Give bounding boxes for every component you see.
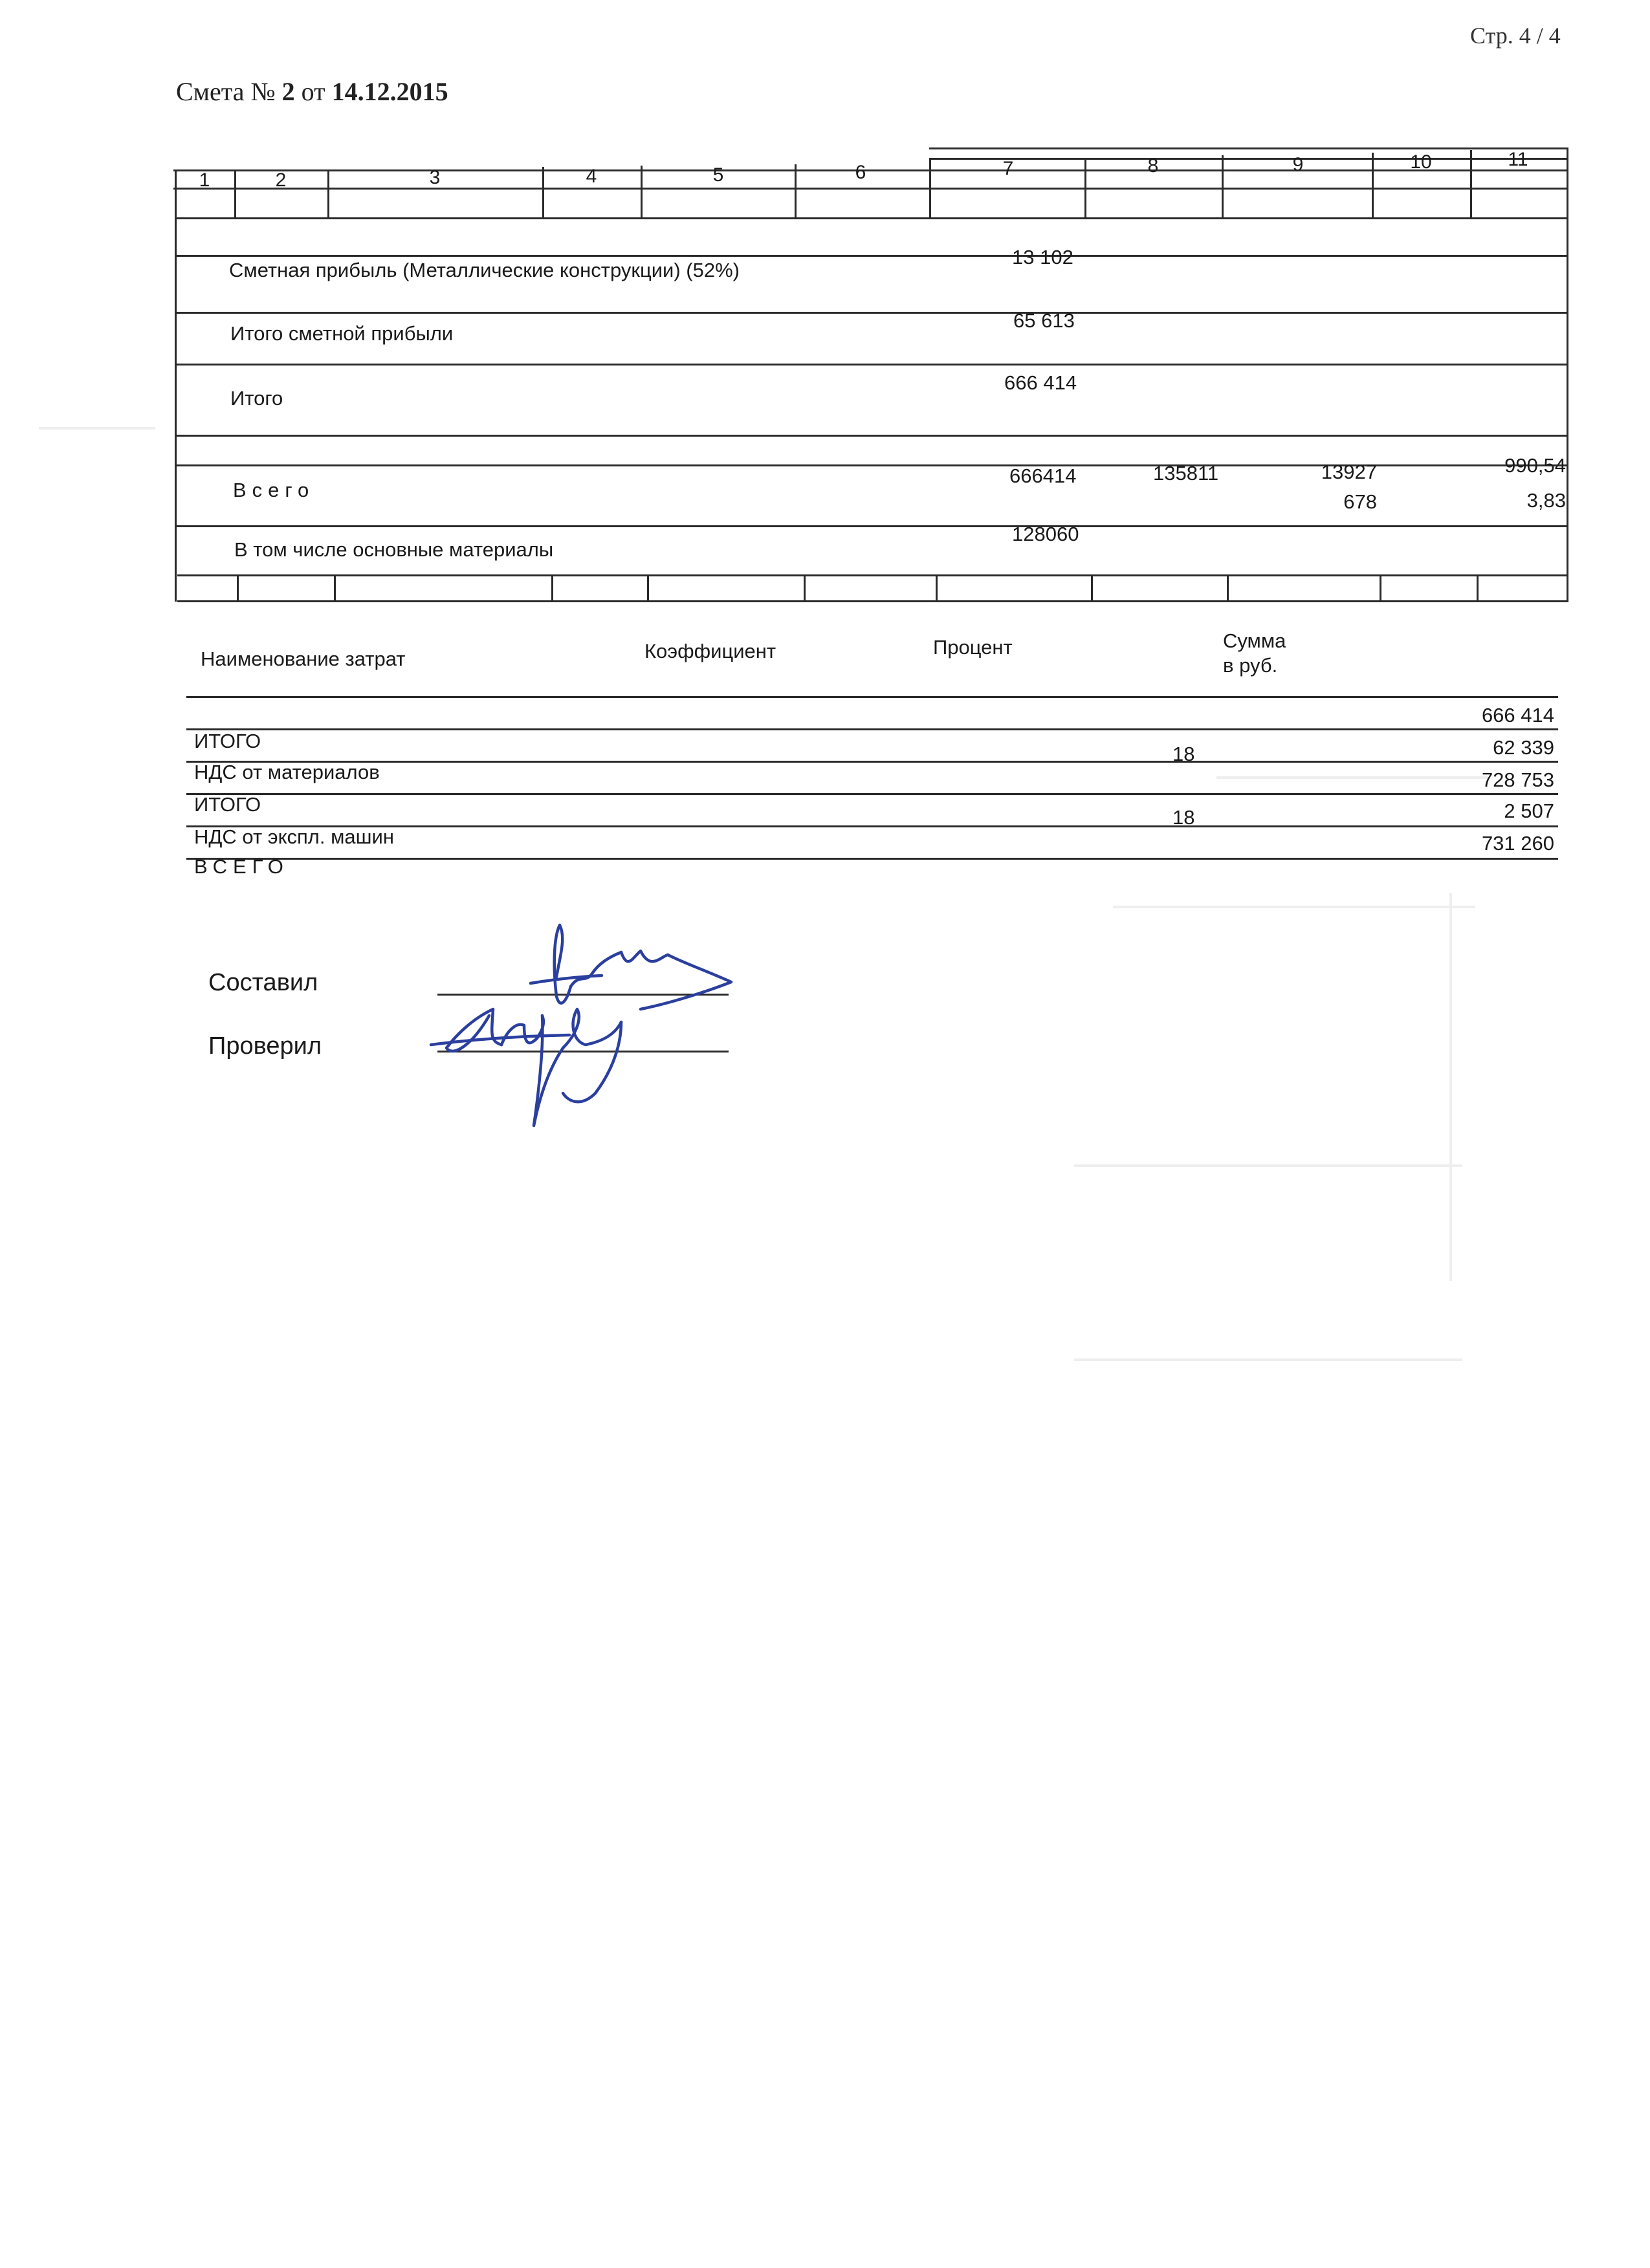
checked-by-label: Проверил	[208, 1032, 322, 1060]
summary-header-coefficient: Коэффициент	[644, 640, 776, 662]
bleed-through-block	[1113, 906, 1475, 908]
column-number: 2	[275, 169, 287, 191]
column-number: 10	[1410, 151, 1432, 173]
summary-label: НДС от экспл. машин	[194, 825, 394, 848]
summary-rule	[186, 858, 1558, 860]
estimate-date-prefix: от	[301, 77, 325, 106]
table-rule	[175, 217, 1567, 219]
summary-label: ИТОГО	[194, 730, 261, 752]
row-label-itogo: Итого	[230, 387, 283, 409]
column-number: 11	[1508, 149, 1528, 170]
compiled-by-label: Составил	[208, 969, 318, 996]
summary-amount: 731 260	[1481, 832, 1554, 855]
summary-amount: 2 507	[1504, 800, 1554, 822]
summary-header-percent: Процент	[933, 636, 1013, 659]
vsego-col9-top: 13927	[1321, 461, 1377, 483]
table-rule	[1227, 574, 1229, 602]
vsego-col8: 135811	[1153, 462, 1219, 485]
estimate-title	[176, 76, 448, 107]
vsego-col11-bottom: 3,83	[1526, 489, 1566, 512]
table-rule	[175, 255, 1567, 257]
summary-header-amount	[1223, 629, 1286, 678]
table-rule	[1222, 155, 1224, 219]
bleed-through-block	[39, 427, 155, 430]
estimate-number: 2	[281, 77, 295, 106]
column-number: 6	[855, 162, 866, 183]
column-number: 1	[199, 169, 210, 191]
vsego-col9-bottom: 678	[1343, 490, 1377, 513]
page-number: Стр. 4 / 4	[1470, 23, 1561, 49]
table-rule	[641, 166, 643, 219]
summary-amount: 62 339	[1493, 736, 1554, 759]
summary-percent: 18	[1172, 743, 1195, 765]
table-rule	[929, 159, 931, 219]
vsego-col11-top: 990,54	[1504, 454, 1566, 477]
table-rule	[1380, 574, 1381, 602]
summary-header-amount-line2: в руб.	[1223, 654, 1278, 677]
itogo-col7: 666 414	[1004, 371, 1077, 394]
table-rule	[542, 167, 544, 219]
table-rule	[176, 312, 1567, 314]
estimate-date: 14.12.2015	[331, 77, 448, 106]
table-rule	[176, 525, 1568, 527]
handwritten-signature	[427, 912, 764, 1145]
summary-rule	[186, 761, 1558, 763]
column-number: 5	[712, 164, 724, 186]
table-rule	[1477, 574, 1479, 602]
bleed-through-block	[1449, 893, 1452, 1281]
summary-label: НДС от материалов	[194, 761, 380, 783]
table-rule	[175, 169, 177, 602]
table-rule	[936, 574, 938, 602]
summary-amount: 666 414	[1481, 704, 1554, 726]
bleed-through-block	[1216, 776, 1488, 779]
summary-rule	[186, 696, 1558, 698]
summary-label: ИТОГО	[194, 793, 261, 816]
table-rule	[237, 574, 239, 602]
summary-rule	[186, 793, 1558, 795]
profit-total-col7: 65 613	[1013, 309, 1075, 332]
table-rule	[1470, 150, 1472, 219]
table-rule	[929, 147, 1568, 149]
row-label-profit-total: Итого сметной прибыли	[230, 322, 454, 345]
table-rule	[1084, 158, 1086, 219]
table-rule	[176, 435, 1567, 437]
summary-header-name: Наименование затрат	[201, 648, 406, 670]
summary-rule	[186, 728, 1558, 730]
column-number: 8	[1147, 155, 1159, 177]
table-rule	[551, 574, 553, 602]
row-label-vsego: Всего	[233, 479, 315, 501]
summary-percent: 18	[1172, 806, 1195, 829]
summary-label: ВСЕГО	[194, 855, 289, 878]
table-rule	[804, 574, 806, 602]
estimate-title-prefix: Смета №	[176, 77, 276, 106]
profit-metal-col7: 13 102	[1012, 246, 1073, 268]
column-number: 7	[1002, 158, 1014, 179]
table-rule	[177, 600, 1568, 602]
table-rule	[234, 169, 236, 219]
row-label-materials: В том числе основные материалы	[234, 538, 554, 561]
table-rule	[173, 188, 1568, 190]
table-rule	[647, 574, 649, 602]
table-rule	[334, 574, 336, 602]
table-rule	[177, 574, 1568, 576]
table-rule	[1567, 147, 1568, 600]
bleed-through-block	[1074, 1164, 1462, 1167]
column-number: 4	[586, 166, 597, 187]
table-rule	[176, 364, 1567, 365]
materials-col7: 128060	[1012, 523, 1079, 545]
table-rule	[1091, 574, 1093, 602]
row-label-profit-metal: Сметная прибыль (Металлические конструкции) (52%)	[229, 259, 740, 281]
table-rule	[795, 164, 797, 219]
table-rule	[1372, 153, 1374, 219]
column-number: 3	[429, 167, 441, 188]
bleed-through-block	[1074, 1358, 1462, 1361]
column-number: 9	[1292, 154, 1304, 175]
summary-amount: 728 753	[1481, 769, 1554, 791]
summary-header-amount-line1: Сумма	[1223, 629, 1286, 652]
table-rule	[327, 169, 329, 219]
vsego-col7: 666414	[1009, 464, 1077, 487]
